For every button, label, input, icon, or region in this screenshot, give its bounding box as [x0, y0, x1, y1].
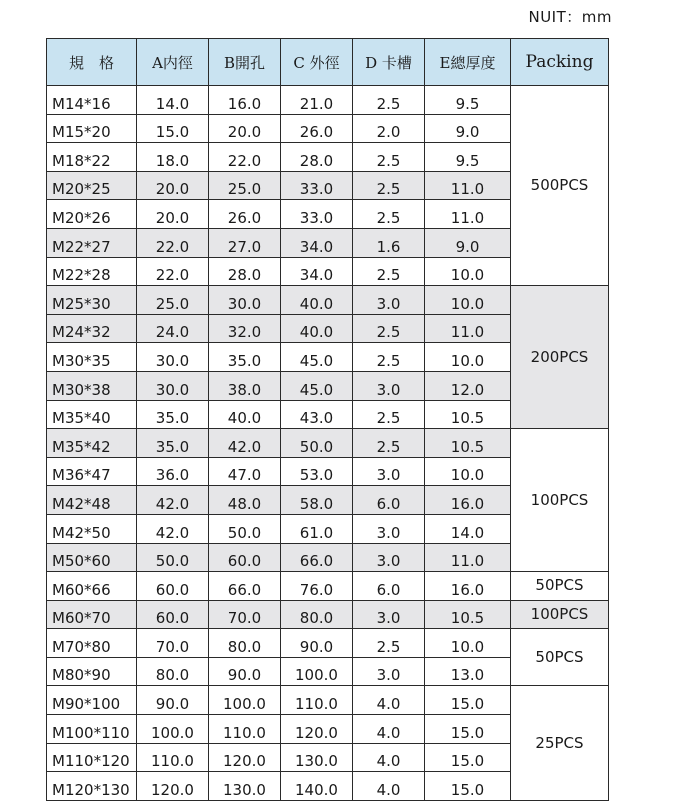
inner-diameter-cell: 70.0 — [137, 629, 209, 658]
outer-diameter-cell: 21.0 — [281, 86, 353, 115]
total-thickness-cell: 10.5 — [425, 400, 511, 429]
size-cell: M35*40 — [47, 400, 137, 429]
total-thickness-cell: 15.0 — [425, 743, 511, 772]
outer-diameter-cell: 28.0 — [281, 143, 353, 172]
groove-cell: 4.0 — [353, 743, 425, 772]
size-cell: M30*38 — [47, 371, 137, 400]
outer-diameter-cell: 40.0 — [281, 286, 353, 315]
groove-cell: 2.5 — [353, 314, 425, 343]
header-total-thickness: E總厚度 — [425, 39, 511, 86]
inner-diameter-cell: 90.0 — [137, 686, 209, 715]
opening-cell: 80.0 — [209, 629, 281, 658]
total-thickness-cell: 14.0 — [425, 514, 511, 543]
groove-cell: 2.5 — [353, 86, 425, 115]
opening-cell: 130.0 — [209, 772, 281, 801]
groove-cell: 4.0 — [353, 686, 425, 715]
size-cell: M42*48 — [47, 486, 137, 515]
opening-cell: 40.0 — [209, 400, 281, 429]
opening-cell: 28.0 — [209, 257, 281, 286]
unit-label: NUIT：mm — [528, 8, 612, 26]
inner-diameter-cell: 20.0 — [137, 200, 209, 229]
inner-diameter-cell: 42.0 — [137, 514, 209, 543]
opening-cell: 30.0 — [209, 286, 281, 315]
inner-diameter-cell: 18.0 — [137, 143, 209, 172]
opening-cell: 38.0 — [209, 371, 281, 400]
outer-diameter-cell: 80.0 — [281, 600, 353, 629]
total-thickness-cell: 11.0 — [425, 171, 511, 200]
opening-cell: 48.0 — [209, 486, 281, 515]
table-row — [47, 286, 609, 315]
size-cell: M42*50 — [47, 514, 137, 543]
header-outer-diameter: C 外徑 — [281, 39, 353, 86]
inner-diameter-cell: 36.0 — [137, 457, 209, 486]
total-thickness-cell: 15.0 — [425, 772, 511, 801]
size-cell: M30*35 — [47, 343, 137, 372]
header-packing: Packing — [511, 39, 609, 86]
table-row — [47, 572, 609, 601]
groove-cell: 3.0 — [353, 286, 425, 315]
inner-diameter-cell: 30.0 — [137, 371, 209, 400]
inner-diameter-cell: 25.0 — [137, 286, 209, 315]
inner-diameter-cell: 22.0 — [137, 228, 209, 257]
size-cell: M22*27 — [47, 228, 137, 257]
total-thickness-cell: 9.5 — [425, 143, 511, 172]
inner-diameter-cell: 80.0 — [137, 657, 209, 686]
outer-diameter-cell: 33.0 — [281, 200, 353, 229]
total-thickness-cell: 12.0 — [425, 371, 511, 400]
outer-diameter-cell: 90.0 — [281, 629, 353, 658]
total-thickness-cell: 11.0 — [425, 314, 511, 343]
total-thickness-cell: 10.5 — [425, 429, 511, 458]
total-thickness-cell: 13.0 — [425, 657, 511, 686]
inner-diameter-cell: 42.0 — [137, 486, 209, 515]
groove-cell: 2.5 — [353, 343, 425, 372]
size-cell: M80*90 — [47, 657, 137, 686]
opening-cell: 47.0 — [209, 457, 281, 486]
groove-cell: 3.0 — [353, 457, 425, 486]
inner-diameter-cell: 20.0 — [137, 171, 209, 200]
opening-cell: 26.0 — [209, 200, 281, 229]
inner-diameter-cell: 100.0 — [137, 715, 209, 744]
outer-diameter-cell: 61.0 — [281, 514, 353, 543]
size-cell: M35*42 — [47, 429, 137, 458]
header-row — [47, 39, 609, 86]
groove-cell: 2.5 — [353, 429, 425, 458]
inner-diameter-cell: 120.0 — [137, 772, 209, 801]
opening-cell: 42.0 — [209, 429, 281, 458]
groove-cell: 3.0 — [353, 657, 425, 686]
groove-cell: 4.0 — [353, 772, 425, 801]
total-thickness-cell: 9.5 — [425, 86, 511, 115]
size-cell: M70*80 — [47, 629, 137, 658]
inner-diameter-cell: 15.0 — [137, 114, 209, 143]
opening-cell: 20.0 — [209, 114, 281, 143]
total-thickness-cell: 9.0 — [425, 114, 511, 143]
inner-diameter-cell: 30.0 — [137, 343, 209, 372]
size-cell: M20*26 — [47, 200, 137, 229]
groove-cell: 3.0 — [353, 514, 425, 543]
groove-cell: 2.5 — [353, 400, 425, 429]
outer-diameter-cell: 130.0 — [281, 743, 353, 772]
total-thickness-cell: 16.0 — [425, 486, 511, 515]
header-groove: D 卡槽 — [353, 39, 425, 86]
inner-diameter-cell: 50.0 — [137, 543, 209, 572]
outer-diameter-cell: 66.0 — [281, 543, 353, 572]
groove-cell: 2.5 — [353, 171, 425, 200]
packing-cell: 500PCS — [511, 86, 609, 286]
size-cell: M50*60 — [47, 543, 137, 572]
total-thickness-cell: 10.0 — [425, 629, 511, 658]
opening-cell: 100.0 — [209, 686, 281, 715]
total-thickness-cell: 10.0 — [425, 257, 511, 286]
size-cell: M22*28 — [47, 257, 137, 286]
outer-diameter-cell: 45.0 — [281, 343, 353, 372]
outer-diameter-cell: 76.0 — [281, 572, 353, 601]
opening-cell: 60.0 — [209, 543, 281, 572]
packing-cell: 200PCS — [511, 286, 609, 429]
packing-cell: 50PCS — [511, 572, 609, 601]
opening-cell: 66.0 — [209, 572, 281, 601]
groove-cell: 2.5 — [353, 629, 425, 658]
packing-cell: 100PCS — [511, 600, 609, 629]
groove-cell: 3.0 — [353, 371, 425, 400]
opening-cell: 25.0 — [209, 171, 281, 200]
size-cell: M100*110 — [47, 715, 137, 744]
groove-cell: 3.0 — [353, 600, 425, 629]
size-cell: M36*47 — [47, 457, 137, 486]
size-cell: M110*120 — [47, 743, 137, 772]
opening-cell: 120.0 — [209, 743, 281, 772]
size-cell: M90*100 — [47, 686, 137, 715]
size-cell: M18*22 — [47, 143, 137, 172]
table-row — [47, 600, 609, 629]
opening-cell: 22.0 — [209, 143, 281, 172]
size-cell: M60*66 — [47, 572, 137, 601]
table-row — [47, 629, 609, 658]
groove-cell: 2.5 — [353, 200, 425, 229]
size-cell: M60*70 — [47, 600, 137, 629]
groove-cell: 2.0 — [353, 114, 425, 143]
packing-cell: 25PCS — [511, 686, 609, 800]
header-size: 規 格 — [47, 39, 137, 86]
inner-diameter-cell: 60.0 — [137, 572, 209, 601]
groove-cell: 4.0 — [353, 715, 425, 744]
header-inner-diameter: A内徑 — [137, 39, 209, 86]
outer-diameter-cell: 120.0 — [281, 715, 353, 744]
size-cell: M20*25 — [47, 171, 137, 200]
opening-cell: 35.0 — [209, 343, 281, 372]
table-row — [47, 86, 609, 115]
size-cell: M120*130 — [47, 772, 137, 801]
inner-diameter-cell: 35.0 — [137, 429, 209, 458]
total-thickness-cell: 10.0 — [425, 286, 511, 315]
total-thickness-cell: 11.0 — [425, 543, 511, 572]
opening-cell: 90.0 — [209, 657, 281, 686]
inner-diameter-cell: 110.0 — [137, 743, 209, 772]
size-cell: M25*30 — [47, 286, 137, 315]
outer-diameter-cell: 34.0 — [281, 228, 353, 257]
inner-diameter-cell: 22.0 — [137, 257, 209, 286]
opening-cell: 32.0 — [209, 314, 281, 343]
size-cell: M14*16 — [47, 86, 137, 115]
spec-table — [46, 38, 609, 801]
outer-diameter-cell: 58.0 — [281, 486, 353, 515]
groove-cell: 6.0 — [353, 486, 425, 515]
opening-cell: 16.0 — [209, 86, 281, 115]
outer-diameter-cell: 40.0 — [281, 314, 353, 343]
outer-diameter-cell: 45.0 — [281, 371, 353, 400]
outer-diameter-cell: 110.0 — [281, 686, 353, 715]
opening-cell: 70.0 — [209, 600, 281, 629]
groove-cell: 2.5 — [353, 143, 425, 172]
outer-diameter-cell: 34.0 — [281, 257, 353, 286]
opening-cell: 50.0 — [209, 514, 281, 543]
size-cell: M15*20 — [47, 114, 137, 143]
total-thickness-cell: 10.5 — [425, 600, 511, 629]
table-row — [47, 429, 609, 458]
outer-diameter-cell: 140.0 — [281, 772, 353, 801]
outer-diameter-cell: 53.0 — [281, 457, 353, 486]
total-thickness-cell: 15.0 — [425, 686, 511, 715]
total-thickness-cell: 16.0 — [425, 572, 511, 601]
outer-diameter-cell: 43.0 — [281, 400, 353, 429]
total-thickness-cell: 11.0 — [425, 200, 511, 229]
header-opening: B開孔 — [209, 39, 281, 86]
outer-diameter-cell: 33.0 — [281, 171, 353, 200]
outer-diameter-cell: 26.0 — [281, 114, 353, 143]
inner-diameter-cell: 35.0 — [137, 400, 209, 429]
groove-cell: 6.0 — [353, 572, 425, 601]
outer-diameter-cell: 100.0 — [281, 657, 353, 686]
inner-diameter-cell: 60.0 — [137, 600, 209, 629]
inner-diameter-cell: 14.0 — [137, 86, 209, 115]
table-row — [47, 686, 609, 715]
total-thickness-cell: 15.0 — [425, 715, 511, 744]
packing-cell: 100PCS — [511, 429, 609, 572]
total-thickness-cell: 10.0 — [425, 343, 511, 372]
groove-cell: 1.6 — [353, 228, 425, 257]
groove-cell: 2.5 — [353, 257, 425, 286]
total-thickness-cell: 9.0 — [425, 228, 511, 257]
opening-cell: 110.0 — [209, 715, 281, 744]
outer-diameter-cell: 50.0 — [281, 429, 353, 458]
inner-diameter-cell: 24.0 — [137, 314, 209, 343]
total-thickness-cell: 10.0 — [425, 457, 511, 486]
packing-cell: 50PCS — [511, 629, 609, 686]
size-cell: M24*32 — [47, 314, 137, 343]
groove-cell: 3.0 — [353, 543, 425, 572]
opening-cell: 27.0 — [209, 228, 281, 257]
